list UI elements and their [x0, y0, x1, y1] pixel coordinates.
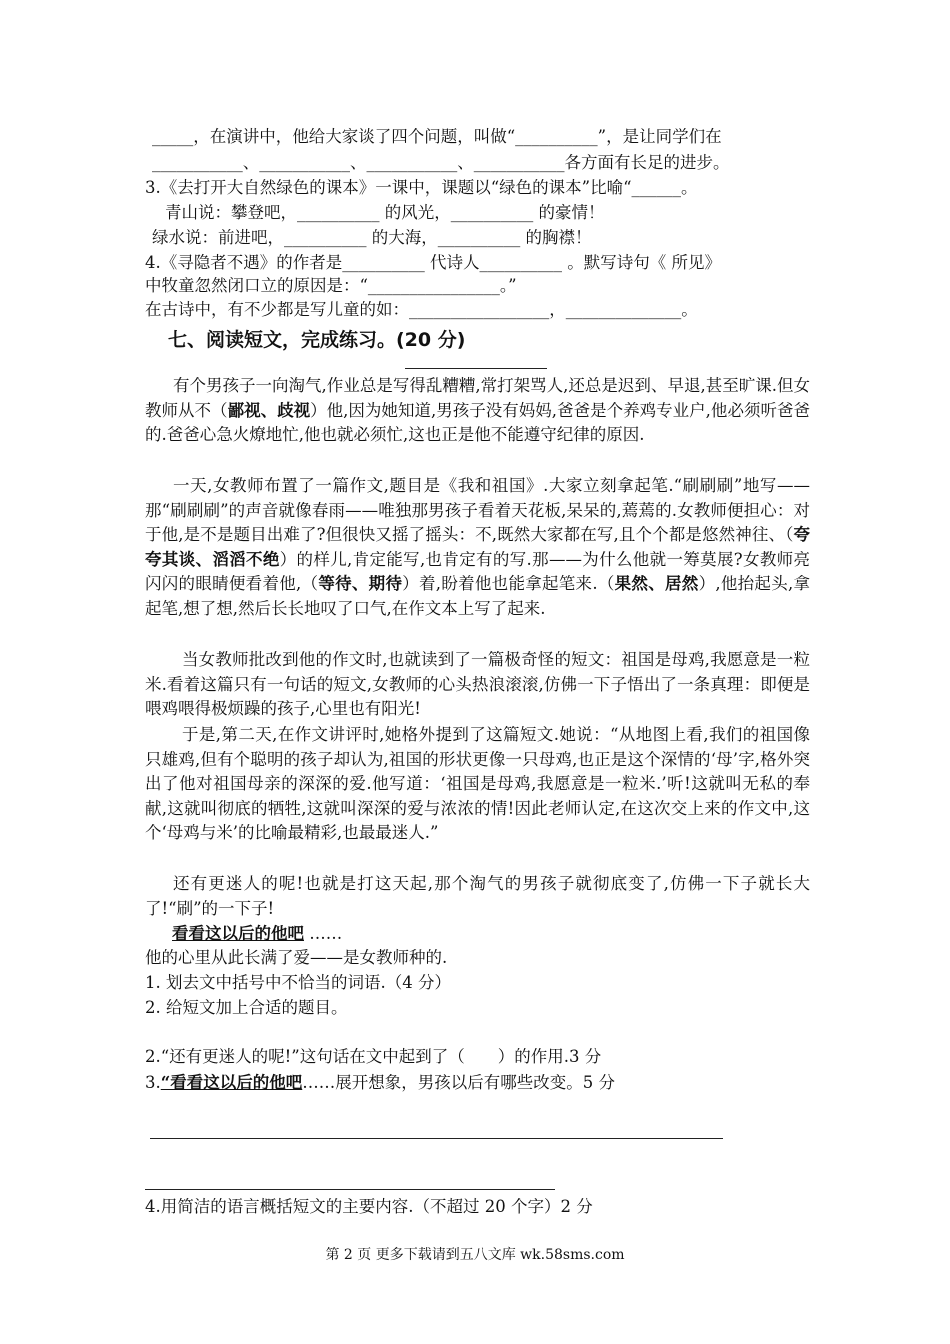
green-mountain-line: 青山说：攀登吧，__________ 的风光，__________ 的豪情！ — [165, 203, 605, 222]
section-title: 七、阅读短文，完成练习。(20 分) — [168, 329, 466, 351]
fill-line-2: ___________、___________、___________、___________各方面有长足的进步。 — [152, 153, 730, 172]
answer-line-2 — [145, 1189, 555, 1190]
question-4-line: 4.《寻隐者不遇》的作者是__________ 代诗人__________ 。默写诗句《 所见》 — [145, 253, 721, 272]
title-blank-line — [405, 368, 547, 369]
question-4-line-2: 中牧童忽然闭口立的原因是：“________________。” — [145, 276, 517, 295]
story-paragraph-6: 看看这以后的他吧 …… — [172, 924, 343, 943]
question-3: 2.“还有更迷人的呢!”这句话在文中起到了（ ）的作用.3 分 — [145, 1047, 602, 1066]
answer-line-1 — [150, 1138, 723, 1139]
page-footer: 第 2 页 更多下载请到五八文库 wk.58sms.com — [325, 1247, 625, 1263]
fill-line-1: _____，在演讲中，他给大家谈了四个问题，叫做“__________”，是让同学们在 — [152, 127, 722, 146]
question-2: 2. 给短文加上合适的题目。 — [145, 998, 348, 1017]
story-paragraph-4: 于是,第二天,在作文讲评时,她格外提到了这篇短文.她说：“从地图上看,我们的祖国像只雄鸡,但有个聪明的孩子却认为,祖国的形状更像一只母鸡,也正是这个深情的‘母’字,格外突出了他对祖国母亲的深深的爱.他写道：‘祖国是母鸡,我愿意是一粒米.’听!这就叫无私的奉献,这就叫彻底的牺牲,这就叫深深的爱与浓浓的情!因此老师认定,在这次交上来的作文中,这个‘母鸡与米’的比喻最精彩,也最最迷人.” — [145, 725, 810, 842]
story-paragraph-2: 一天,女教师布置了一篇作文,题目是《我和祖国》.大家立刻拿起笔.“刷刷刷”地写——那“刷刷刷”的声音就像春雨——唯独那男孩子看着天花板,呆呆的,蔫蔫的.女教师便担心：对于他,是不是题目出难了?但很快又摇了摇头：不,既然大家都在写,且个个都是悠然神往、（夸夸其谈、滔滔不绝）的样儿,肯定能写,也肯定有的写.那——为什么他就一筹莫展?女教师亮闪闪的眼睛便看着他,（等待、期待）着,盼着他也能拿起笔来.（果然、居然）,他抬起头,拿起笔,想了想,然后长长地叹了口气,在作文本上写了起来. — [145, 476, 811, 618]
story-paragraph-1: 有个男孩子一向淘气,作业总是写得乱糟糟,常打架骂人,还总是迟到、早退,甚至旷课.但女教师从不（鄙视、歧视）他,因为她知道,男孩子没有妈妈,爸爸是个养鸡专业户,他必须听爸爸的.爸爸心急火燎地忙,他也就必须忙,这也正是他不能遵守纪律的原因. — [145, 376, 810, 444]
question-3-line: 3.《去打开大自然绿色的课本》一课中，课题以“绿色的课本”比喻“______。 — [145, 178, 698, 197]
green-water-line: 绿水说：前进吧，__________ 的大海，__________ 的胸襟！ — [152, 228, 592, 247]
story-paragraph-7: 他的心里从此长满了爱——是女教师种的. — [145, 948, 448, 967]
story-paragraph-3: 当女教师批改到他的作文时,也就读到了一篇极奇怪的短文：祖国是母鸡,我愿意是一粒米.看着这篇只有一句话的短文,女教师的心头热浪滚滚,仿佛一下子悟出了一条真理：即便是喂鸡喂得极烦躁的孩子,心里也有阳光! — [145, 650, 810, 718]
question-1: 1. 划去文中括号中不恰当的词语.（4 分） — [145, 973, 451, 992]
ancient-poem-line: 在古诗中，有不少都是写儿童的如：_________________，______________。 — [145, 300, 698, 319]
question-4: 3.“看看这以后的他吧……展开想象，男孩以后有哪些改变。5 分 — [145, 1073, 615, 1092]
question-5: 4.用简洁的语言概括短文的主要内容.（不超过 20 个字）2 分 — [145, 1197, 593, 1216]
story-paragraph-5: 还有更迷人的呢!也就是打这天起,那个淘气的男孩子就彻底变了,仿佛一下子就长大了!“刷”的一下子! — [145, 874, 810, 918]
